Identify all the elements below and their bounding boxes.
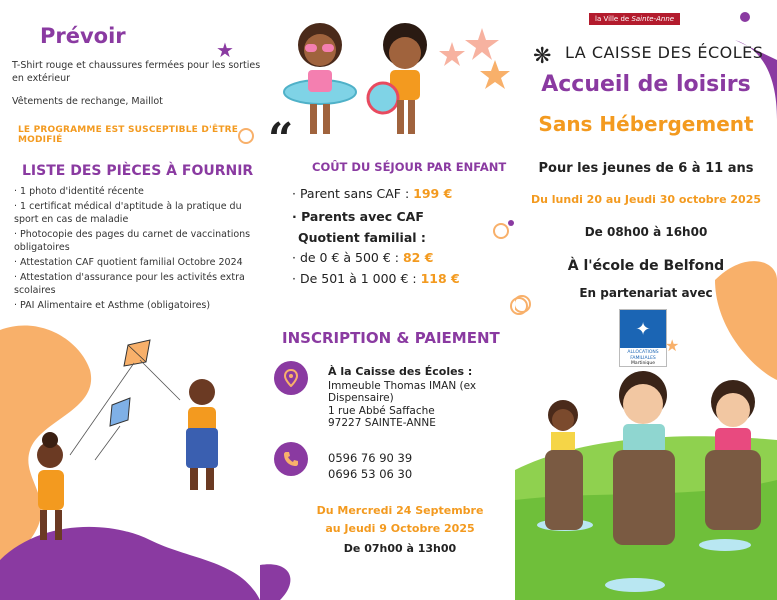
list-item: · PAI Alimentaire et Asthme (obligatoires) (14, 299, 254, 312)
prevoir-title: Prévoir (40, 24, 126, 48)
flower-icon: ❋ (533, 44, 552, 69)
list-item: · Attestation d'assurance pour les activités extra scolaires (14, 271, 254, 297)
kids-kites-illustration (0, 0, 260, 600)
caf-logo: ✦ ALLOCATIONS FAMILIALES Martinique (619, 309, 667, 367)
middle-panel (260, 0, 515, 600)
list-item: · 1 certificat médical d'aptitude à la pratique du sport en cas de maladie (14, 200, 254, 226)
phone-icon (274, 442, 308, 476)
parents-avec-caf: · Parents avec CAF (292, 209, 424, 224)
star-icon: ★ (216, 38, 234, 62)
phone-number: 0596 76 90 39 (328, 451, 413, 465)
address-title: À la Caisse des Écoles : (328, 365, 473, 378)
inscription-hours: De 07h00 à 13h00 (343, 542, 457, 555)
phone-number: 0696 53 06 30 (328, 467, 413, 481)
prevoir-line-2: Vêtements de rechange, Maillot (12, 96, 163, 107)
prevoir-line-1: T-Shirt rouge et chaussures fermées pour les sorties en extérieur (12, 60, 260, 84)
ring-decoration (493, 223, 509, 239)
caisse-title: LA CAISSE DES ÉCOLES (565, 43, 764, 62)
ring-decoration (510, 297, 528, 315)
sack-race-illustration (515, 360, 777, 560)
price-sans-caf: · Parent sans CAF : 199 € (292, 186, 453, 201)
accueil-title: Accueil de loisirs (541, 72, 751, 97)
session-hours: De 08h00 à 16h00 (584, 225, 708, 239)
programme-warning: LE PROGRAMME EST SUSCEPTIBLE D'ÊTRE MODIFIÉ (18, 125, 239, 145)
star-icon: ★ (665, 336, 680, 355)
sans-hebergement-title: Sans Hébergement (538, 112, 754, 136)
list-item: · 1 photo d'identité récente (14, 185, 254, 198)
ville-logo: la Ville de Sainte-Anne (589, 13, 680, 25)
quote-mark-icon: “ (268, 114, 294, 165)
age-range: Pour les jeunes de 6 à 11 ans (538, 161, 754, 176)
address-block (328, 366, 513, 430)
blob-decoration (260, 540, 515, 600)
phone-numbers (328, 450, 412, 482)
partenariat-label: En partenariat avec (579, 286, 713, 300)
session-dates: Du lundi 20 au Jeudi 30 octobre 2025 (530, 193, 761, 206)
dot-decoration (740, 12, 750, 22)
kids-beach-illustration (260, 0, 515, 140)
cover-panel (515, 0, 777, 600)
cout-title: COÛT DU SÉJOUR PAR ENFANT (312, 160, 507, 174)
left-panel (0, 0, 260, 600)
price-tranche-1: · de 0 € à 500 € : 82 € (292, 250, 434, 265)
list-item: · Attestation CAF quotient familial Octobre 2024 (14, 256, 254, 269)
address-line: 1 rue Abbé Saffache (328, 404, 435, 417)
caf-family-icon: ✦ (620, 310, 666, 348)
list-item: · Photocopie des pages du carnet de vaccinations obligatoires (14, 228, 254, 254)
school-location: À l'école de Belfond (567, 258, 725, 274)
address-line: Immeuble Thomas IMAN (ex Dispensaire) (328, 379, 477, 404)
dot-decoration (508, 220, 514, 226)
address-line: 97227 SAINTE-ANNE (328, 417, 436, 429)
quotient-familial: Quotient familial : (298, 230, 426, 245)
price-tranche-2: · De 501 à 1 000 € : 118 € (292, 271, 460, 286)
inscription-dates: Du Mercredi 24 Septembre au Jeudi 9 Octobre 2025 (316, 504, 484, 535)
inscription-title: INSCRIPTION & PAIEMENT (282, 329, 500, 347)
location-pin-icon (274, 361, 308, 395)
pieces-title: LISTE DES PIÈCES À FOURNIR (22, 163, 254, 179)
